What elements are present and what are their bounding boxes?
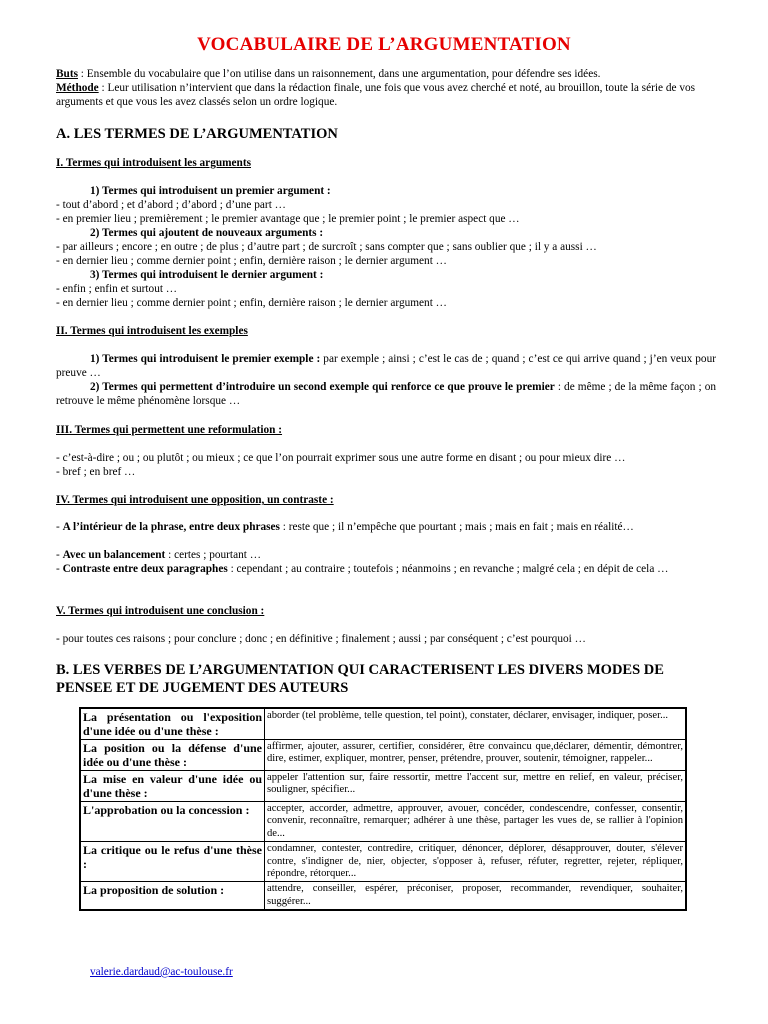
reformulation-line-2: - bref ; en bref … [56, 466, 136, 478]
section-a-heading: A. LES TERMES DE L’ARGUMENTATION [56, 126, 338, 142]
buts-label: Buts [56, 68, 78, 80]
opposition-item-b: - Avec un balancement : certes ; pourtant … [56, 549, 261, 561]
subsection-1-heading: I. Termes qui introduisent les arguments [56, 157, 251, 169]
sub1-line-1: - tout d’abord ; et d’abord ; d’abord ; d’une part … [56, 199, 286, 211]
author-email-link[interactable]: valerie.dardaud@ac-toulouse.fr [90, 966, 233, 978]
opposition-c-text: : cependant ; au contraire ; toutefois ; néanmoins ; en revanche ; malgré cela ; en dépit de cela … [227, 563, 669, 575]
sub1-line-2: - en premier lieu ; premièrement ; le premier avantage que ; le premier point ; le premier aspect que … [56, 213, 520, 225]
opposition-b-text: : certes ; pourtant … [165, 549, 261, 561]
table-row [80, 842, 686, 882]
opposition-item-a: - A l’intérieur de la phrase, entre deux phrases : reste que ; il n’empêche que pourtant ; mais ; mais en fait ; mais en réalité… [56, 521, 634, 533]
row-label: La présentation ou l'exposition d'une idée ou d'une thèse : [80, 708, 265, 740]
table-row [80, 740, 686, 771]
examples-1-text: par exemple ; ainsi ; c’est le cas de ; quand ; c’est ce qui arrive quand ; j’en veux pour preuve … [56, 353, 716, 379]
examples-1-bold: 1) Termes qui introduisent le premier exemple : [90, 353, 321, 365]
verbs-table [79, 707, 687, 911]
subsection-3-heading: III. Termes qui permettent une reformulation : [56, 424, 283, 436]
row-verbs: aborder (tel problème, telle question, tel point), constater, déclarer, envisager, indiquer, poser... [265, 708, 687, 740]
sub2-line-1: - par ailleurs ; encore ; en outre ; de plus ; d’autre part ; de surcroît ; sans compter que ; sans oublier que ; il y a aussi … [56, 241, 597, 253]
sub3-line-2: - en dernier lieu ; comme dernier point ; enfin, dernière raison ; le dernier argument … [56, 297, 447, 309]
table-row [80, 802, 686, 842]
subsection-2-heading: II. Termes qui introduisent les exemples [56, 325, 248, 337]
table-row [80, 771, 686, 802]
opposition-a-bold: A l’intérieur de la phrase, entre deux phrases [62, 521, 280, 533]
sub3-line-1: - enfin ; enfin et surtout … [56, 283, 178, 295]
subsection-4-heading: IV. Termes qui introduisent une opposition, un contraste : [56, 494, 334, 506]
table-row [80, 882, 686, 910]
row-label: La mise en valeur d'une idée ou d'une thèse : [80, 771, 265, 802]
row-verbs: attendre, conseiller, espérer, préconiser, proposer, recommander, revendiquer, souhaiter, suggérer... [265, 882, 687, 910]
section-b-heading: B. LES VERBES DE L’ARGUMENTATION QUI CARACTERISENT LES DIVERS MODES DE PENSEE ET DE JUGEMENT DES AUTEURS [56, 662, 664, 696]
row-label: La position ou la défense d'une idée ou d'une thèse : [80, 740, 265, 771]
opposition-b-bold: Avec un balancement [62, 549, 166, 561]
examples-2-text: : de même ; de la même façon ; on retrouve le même phénomène lorsque … [56, 381, 716, 407]
sub2-heading: 2) Termes qui ajoutent de nouveaux arguments : [90, 227, 324, 239]
row-label: La proposition de solution : [80, 882, 265, 910]
subsection-5-heading: V. Termes qui introduisent une conclusion : [56, 605, 265, 617]
methode-text: : Leur utilisation n’intervient que dans la rédaction finale, une fois que vous avez cherché et noté, au brouillon, toute la série de vos arguments et que vous les avez classés selon un ordre logique. [56, 81, 696, 108]
sub1-heading: 1) Termes qui introduisent un premier argument : [90, 185, 331, 197]
row-label: L'approbation ou la concession : [80, 802, 265, 842]
row-verbs: condamner, contester, contredire, critiquer, dénoncer, déplorer, désapprouver, douter, s'élever contre, s'indigner de, nier, objecter, s'opposer à, refuser, réfuter, regretter, rejeter, répliquer, répondre, rétorquer... [265, 842, 687, 882]
row-verbs: appeler l'attention sur, faire ressortir, mettre l'accent sur, mettre en relief, en valeur, préciser, souligner, spécifier... [265, 771, 687, 802]
sub2-line-2: - en dernier lieu ; comme dernier point ; enfin, dernière raison ; le dernier argument … [56, 255, 447, 267]
opposition-c-bold: Contraste entre deux paragraphes [62, 563, 228, 575]
row-verbs: accepter, accorder, admettre, approuver, avouer, concéder, condescendre, confesser, consentir, convenir, reconnaître, remarquer; adhérer à une thèse, partager les vues de, se rallier à l'opinion de... [265, 802, 687, 842]
buts-text: : Ensemble du vocabulaire que l’on utilise dans un raisonnement, dans une argumentation, pour défendre ses idées. [77, 68, 601, 80]
opposition-a-text: : reste que ; il n’empêche que pourtant ; mais ; mais en fait ; mais en réalité… [279, 521, 634, 533]
sub3-heading: 3) Termes qui introduisent le dernier argument : [90, 269, 324, 281]
examples-2-bold: 2) Termes qui permettent d’introduire un second exemple qui renforce ce que prouve le premier [90, 381, 555, 393]
intro-paragraph [56, 68, 716, 109]
row-verbs: affirmer, ajouter, assurer, certifier, considérer, être convaincu que,déclarer, démentir, démontrer, dire, estimer, expliquer, montrer, penser, prétendre, prouver, soutenir, témoigner, rappeler... [265, 740, 687, 771]
row-label: La critique ou le refus d'une thèse : [80, 842, 265, 882]
reformulation-line-1: - c’est-à-dire ; ou ; ou plutôt ; ou mieux ; ce que l’on pourrait exprimer sous une autre forme en disant ; ou pour mieux dire … [56, 452, 626, 464]
examples-paragraph-2 [56, 381, 716, 408]
page-title: VOCABULAIRE DE L’ARGUMENTATION [197, 34, 571, 55]
examples-paragraph-1 [56, 353, 716, 380]
opposition-item-c: - Contraste entre deux paragraphes : cependant ; au contraire ; toutefois ; néanmoins ; en revanche ; malgré cela ; en dépit de cela … [56, 563, 669, 575]
methode-label: Méthode [56, 81, 99, 94]
table-row [80, 708, 686, 740]
conclusion-line-1: - pour toutes ces raisons ; pour conclure ; donc ; en définitive ; finalement ; aussi ; par conséquent ; c’est pourquoi … [56, 633, 586, 645]
